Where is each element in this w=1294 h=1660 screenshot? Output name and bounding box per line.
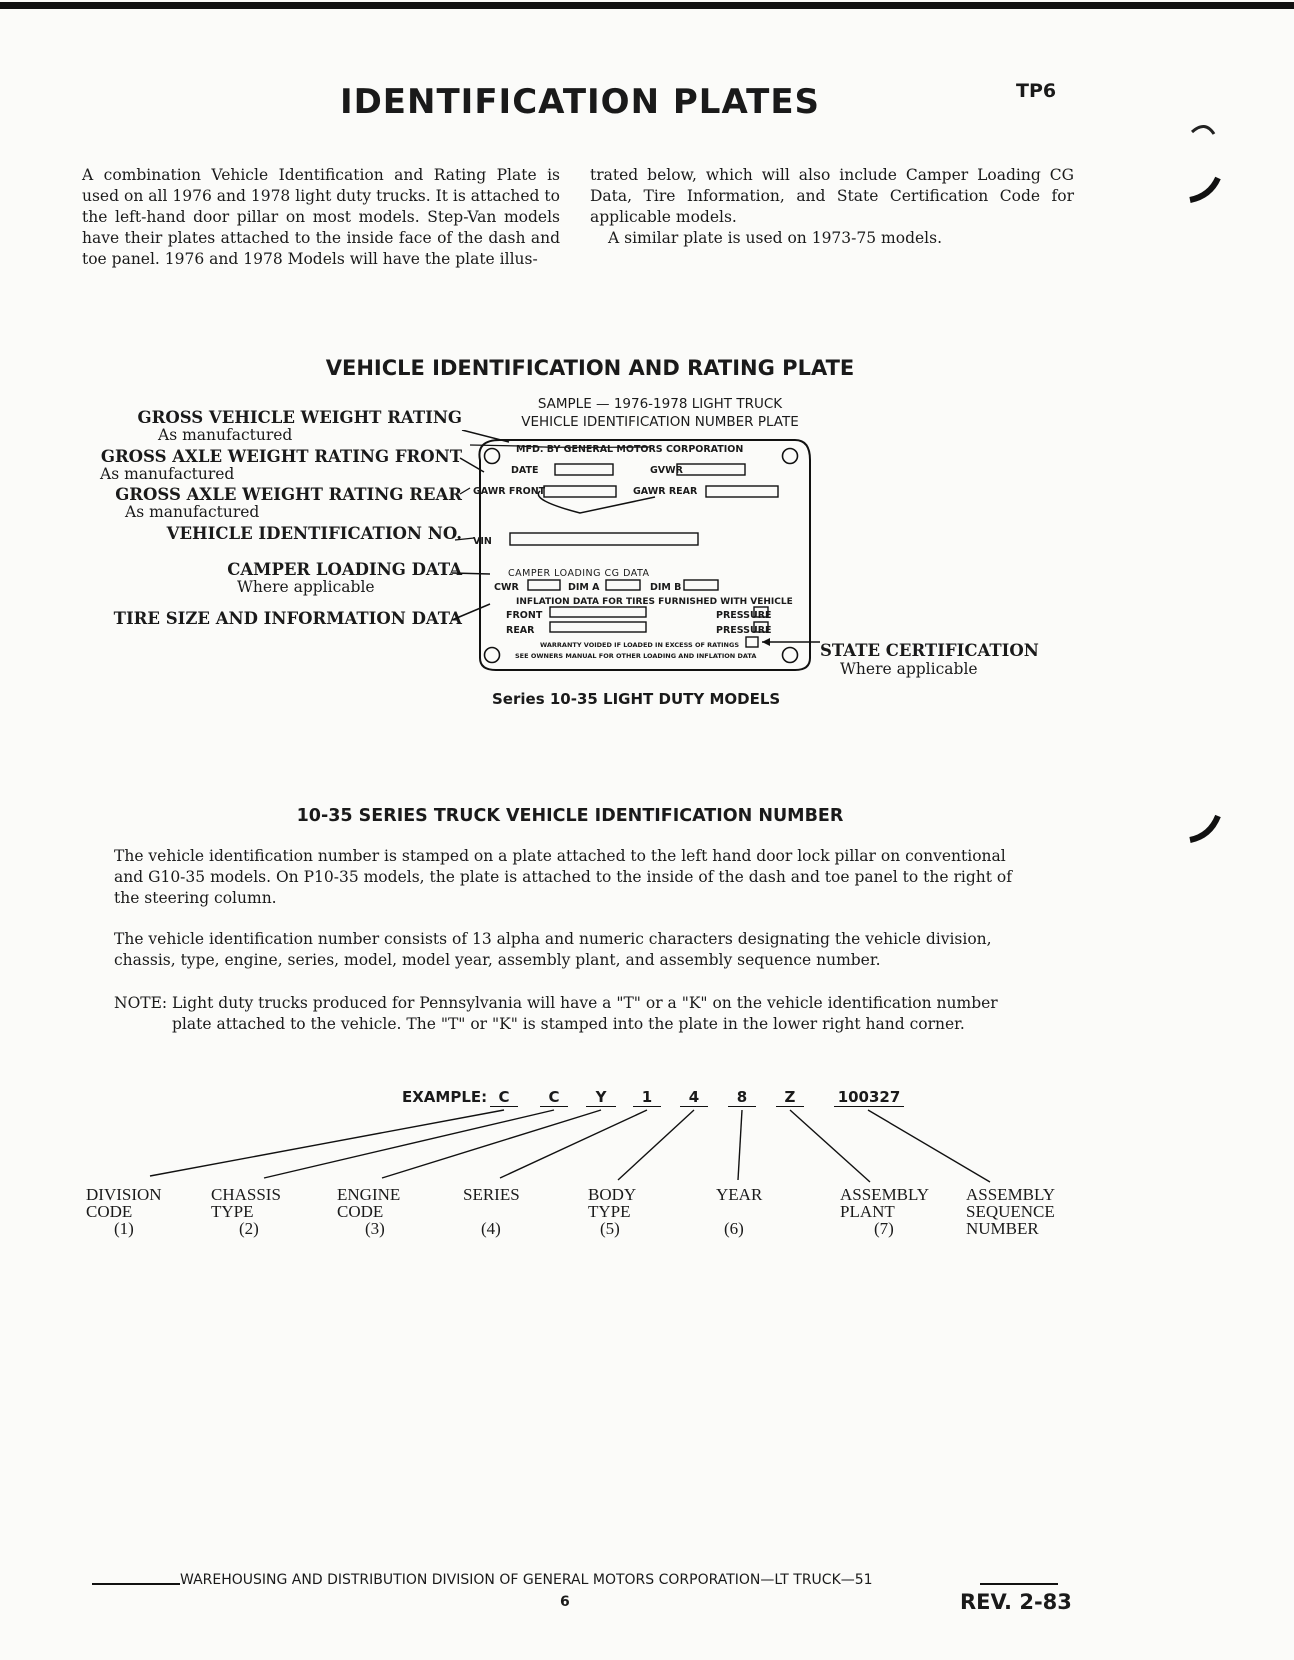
plate-camper: CAMPER LOADING CG DATA	[508, 568, 650, 579]
code-label-2: CHASSIS TYPE (2)	[211, 1185, 281, 1238]
plate-dim-a: DIM A	[568, 582, 600, 593]
revision: REV. 2-83	[960, 1590, 1072, 1614]
label-gvwr: GROSS VEHICLE WEIGHT RATING	[137, 408, 462, 427]
note-label: NOTE:	[114, 994, 168, 1012]
vin-paragraph-2: The vehicle identification number consists of 13 alpha and numeric characters designating the vehicle division, chassis, type, engine, series, model, model year, assembly plant, and assembly sequence number.	[114, 930, 992, 969]
page-number: 6	[560, 1594, 570, 1610]
plate-cwr: CWR	[494, 582, 519, 593]
label-camper: CAMPER LOADING DATA	[227, 560, 462, 579]
code-label-4: SERIES (4)	[463, 1185, 520, 1238]
intro-column-2	[590, 165, 1074, 249]
plate-pressure-rear: PRESSURE	[716, 625, 772, 636]
margin-marks	[1180, 120, 1260, 1020]
vin-paragraph-2-wrap	[114, 929, 1034, 971]
example-char-8: 100327	[834, 1088, 904, 1107]
example-char-1: C	[490, 1088, 518, 1107]
label-gawr-front: GROSS AXLE WEIGHT RATING FRONT	[100, 447, 462, 466]
intro-paragraph-3: A similar plate is used on 1973-75 models.	[608, 229, 943, 247]
plate-gawr-rear: GAWR REAR	[633, 486, 698, 497]
intro-column-1	[82, 165, 560, 270]
plate-rear: REAR	[506, 625, 535, 636]
footer-text: WAREHOUSING AND DISTRIBUTION DIVISION OF GENERAL MOTORS CORPORATION—LT TRUCK—51	[180, 1572, 873, 1588]
label-gawr-front-sub: As manufactured	[100, 465, 235, 483]
code-label-6: YEAR (6)	[716, 1185, 763, 1238]
vin-heading: 10-35 SERIES TRUCK VEHICLE IDENTIFICATION NUMBER	[296, 806, 844, 826]
example-char-7: Z	[776, 1088, 804, 1107]
example-char-3: Y	[586, 1088, 616, 1107]
code-label-5: BODY TYPE (5)	[588, 1185, 637, 1238]
plate-vin: VIN	[473, 536, 492, 547]
footer-rule-right	[980, 1583, 1058, 1585]
plate-gvwr: GVWR	[650, 465, 683, 476]
example-char-6: 8	[728, 1088, 756, 1107]
sample-line-1: SAMPLE — 1976-1978 LIGHT TRUCK	[537, 396, 783, 412]
example-label: EXAMPLE:	[402, 1088, 488, 1106]
page-title: IDENTIFICATION PLATES	[339, 82, 821, 122]
plate-dim-b: DIM B	[650, 582, 682, 593]
label-state-sub: Where applicable	[840, 660, 978, 678]
label-vin: VEHICLE IDENTIFICATION NO.	[166, 524, 462, 543]
plate-owners: SEE OWNERS MANUAL FOR OTHER LOADING AND INFLATION DATA	[515, 652, 757, 660]
vin-paragraph-1-wrap	[114, 846, 1024, 909]
intro-paragraph-1: A combination Vehicle Identification and Rating Plate is used on all 1976 and 1978 light duty trucks. It is attached to the left-hand door pillar on most models. Step-Van models have their plates attached to the inside face of the dash and toe panel. 1976 and 1978 Models will have the plate illus-	[82, 166, 560, 268]
plate-inflation: INFLATION DATA FOR TIRES FURNISHED WITH VEHICLE	[516, 597, 793, 607]
code-label-8: ASSEMBLY SEQUENCE NUMBER	[966, 1185, 1055, 1238]
plate-warranty: WARRANTY VOIDED IF LOADED IN EXCESS OF RATINGS	[540, 641, 740, 649]
plate-caption: Series 10-35 LIGHT DUTY MODELS	[492, 690, 781, 708]
label-state: STATE CERTIFICATION	[820, 641, 1039, 660]
plate-pressure-front: PRESSURE	[716, 610, 772, 621]
vin-paragraph-1: The vehicle identification number is stamped on a plate attached to the left hand door lock pillar on conventional and G10-35 models. On P10-35 models, the plate is attached to the inside of the dash and toe panel to the right of the steering column.	[114, 847, 1012, 907]
plate-date: DATE	[511, 465, 539, 476]
example-char-4: 1	[633, 1088, 661, 1107]
example-char-2: C	[540, 1088, 568, 1107]
note-wrap	[172, 993, 1042, 1035]
plate-mfd: MFD. BY GENERAL MOTORS CORPORATION	[516, 444, 744, 455]
label-gawr-rear: GROSS AXLE WEIGHT RATING REAR	[115, 485, 462, 504]
label-camper-sub: Where applicable	[237, 578, 375, 596]
plate-heading: VEHICLE IDENTIFICATION AND RATING PLATE	[325, 356, 855, 380]
label-gawr-rear-sub: As manufactured	[125, 503, 260, 521]
plate-gawr-front: GAWR FRONT	[473, 486, 546, 497]
code-label-3: ENGINE CODE (3)	[337, 1185, 401, 1238]
label-gvwr-sub: As manufactured	[158, 426, 293, 444]
footer-rule-left	[92, 1583, 180, 1585]
note-text: Light duty trucks produced for Pennsylvania will have a "T" or a "K" on the vehicle identification number plate attached to the vehicle. The "T" or "K" is stamped into the plate in the lower right hand corner.	[172, 994, 998, 1033]
section-code: TP6	[1016, 80, 1057, 102]
code-label-1: DIVISION CODE (1)	[86, 1185, 162, 1238]
example-connector-lines	[0, 1100, 1294, 1200]
label-tire: TIRE SIZE AND INFORMATION DATA	[113, 609, 462, 628]
sample-line-2: VEHICLE IDENTIFICATION NUMBER PLATE	[521, 414, 799, 430]
plate-front: FRONT	[506, 610, 543, 621]
example-char-5: 4	[680, 1088, 708, 1107]
top-rule	[0, 2, 1294, 9]
code-label-7: ASSEMBLY PLANT (7)	[840, 1185, 929, 1238]
intro-paragraph-2: trated below, which will also include Camper Loading CG Data, Tire Information, and State Certification Code for applicable models.	[590, 166, 1074, 226]
